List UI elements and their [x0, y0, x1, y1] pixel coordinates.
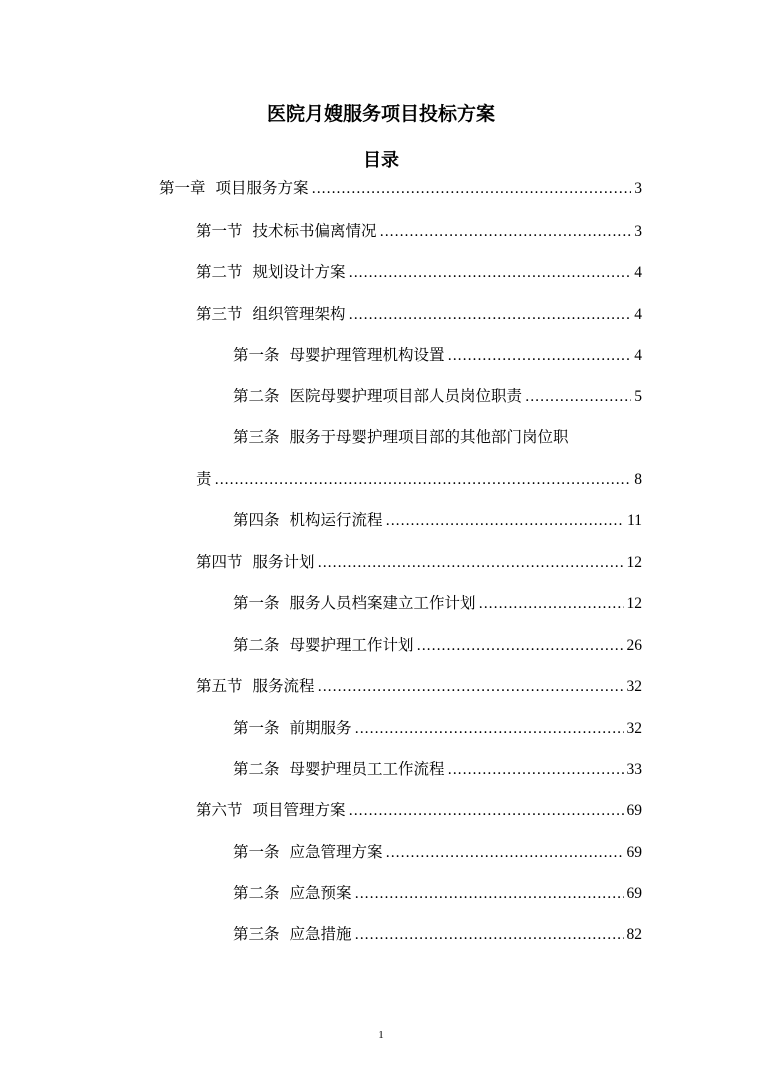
toc-entry-section-6-article-3[interactable]: [233, 922, 642, 946]
toc-entry-title: 项目管理方案: [252, 801, 346, 819]
toc-entry-number: 第一条: [233, 843, 280, 861]
toc-leader-dots: [215, 468, 632, 492]
toc-entry-number: 第二条: [233, 884, 280, 902]
toc-entry-page: 69: [626, 885, 642, 902]
toc-entry-number: 第一条: [233, 346, 280, 364]
toc-leader-dots: [349, 261, 632, 285]
document-title: 医院月嫂服务项目投标方案: [266, 103, 495, 125]
toc-entry-number: 第二条: [233, 636, 280, 654]
toc-leader-dots: [479, 592, 624, 616]
toc-entry-page: 4: [634, 306, 642, 323]
toc-entry-number: 第四节: [196, 553, 243, 571]
toc-entry-title: 项目服务方案: [215, 179, 309, 197]
toc-leader-dots: [448, 344, 632, 368]
toc-entry-number: 第二节: [196, 263, 243, 281]
toc-entry-title: 母婴护理管理机构设置: [289, 346, 445, 364]
toc-entry-page: 4: [634, 264, 642, 281]
toc-entry-number: 第五节: [196, 677, 243, 695]
toc-entry-number: 第一条: [233, 594, 280, 612]
toc-entry-page: 11: [627, 512, 642, 529]
toc-entry-page: 12: [626, 554, 642, 571]
toc-leader-dots: [417, 634, 624, 658]
toc-entry-number: 第六节: [196, 801, 243, 819]
toc-entry-title: 前期服务: [289, 719, 352, 737]
toc-entry-page: 26: [626, 637, 642, 654]
toc-entry-page: 4: [634, 347, 642, 364]
toc-entry-section-6[interactable]: [196, 798, 642, 822]
toc-entry-title: 母婴护理工作计划: [289, 636, 414, 654]
toc-entry-number: 第三条: [233, 925, 280, 943]
toc-entry-title: 服务计划: [252, 553, 315, 571]
toc-entry-section-3-article-1[interactable]: [233, 343, 642, 367]
toc-entry-section-4-article-2[interactable]: [233, 633, 642, 657]
toc-heading: 目录: [363, 150, 399, 171]
toc-entry-page: 5: [634, 388, 642, 405]
toc-entry-page: 69: [626, 802, 642, 819]
toc-entry-number: 第一条: [233, 719, 280, 737]
toc-entry-page: 8: [634, 471, 642, 488]
toc-entry-title: 应急预案: [289, 884, 352, 902]
toc-leader-dots: [355, 882, 624, 906]
toc-entry-section-4[interactable]: [196, 550, 642, 574]
page-number: 1: [378, 1029, 384, 1041]
toc-entry-title: 服务人员档案建立工作计划: [289, 594, 476, 612]
toc-leader-dots: [355, 717, 624, 741]
toc-entry-page: 82: [626, 926, 642, 943]
toc-leader-dots: [312, 177, 632, 201]
toc-entry-page: 3: [634, 223, 642, 240]
toc-entry-page: 69: [626, 844, 642, 861]
toc-entry-section-3-article-2[interactable]: [233, 384, 642, 408]
toc-leader-dots: [318, 551, 624, 575]
toc-entry-title: 机构运行流程: [289, 511, 383, 529]
toc-entry-page: 12: [626, 595, 642, 612]
toc-entry-section-5-article-1[interactable]: [233, 716, 642, 740]
toc-leader-dots: [318, 675, 624, 699]
toc-entry-number: 第三条: [233, 428, 280, 446]
toc-entry-number: 第二条: [233, 387, 280, 405]
toc-entry-title: 服务流程: [252, 677, 315, 695]
toc-leader-dots: [386, 841, 624, 865]
toc-entry-section-3[interactable]: [196, 302, 642, 326]
toc-entry-section-5-article-2[interactable]: [233, 757, 642, 781]
toc-entry-section-6-article-1[interactable]: [233, 840, 642, 864]
toc-entry-chapter-1[interactable]: [159, 176, 642, 200]
toc-entry-title: 医院母婴护理项目部人员岗位职责: [289, 387, 523, 405]
toc-entry-number: 第一章: [159, 179, 206, 197]
toc-entry-title: 应急管理方案: [289, 843, 383, 861]
toc-entry-title: 技术标书偏离情况: [252, 222, 377, 240]
toc-entry-number: 第一节: [196, 222, 243, 240]
toc-entry-section-2[interactable]: [196, 260, 642, 284]
toc-entry-number: 第二条: [233, 760, 280, 778]
toc-entry-page: 32: [626, 678, 642, 695]
toc-entry-section-3-article-4[interactable]: [233, 508, 642, 532]
toc-entry-section-4-article-1[interactable]: [233, 591, 642, 615]
toc-leader-dots: [386, 509, 625, 533]
toc-leader-dots: [525, 385, 631, 409]
toc-entry-number: 第三节: [196, 305, 243, 323]
toc-entry-section-3-article-3[interactable]: [233, 425, 569, 449]
toc-entry-section-5[interactable]: [196, 674, 642, 698]
toc-entry-section-3-article-3-continued[interactable]: [196, 467, 642, 491]
toc-leader-dots: [448, 758, 624, 782]
toc-leader-dots: [349, 303, 632, 327]
toc-entry-title-continued: 责: [196, 470, 212, 488]
toc-entry-title: 应急措施: [289, 925, 352, 943]
toc-entry-page: 33: [626, 761, 642, 778]
toc-entry-title: 规划设计方案: [252, 263, 346, 281]
toc-entry-section-6-article-2[interactable]: [233, 881, 642, 905]
toc-entry-title: 服务于母婴护理项目部的其他部门岗位职: [289, 428, 569, 446]
toc-leader-dots: [380, 220, 632, 244]
toc-entry-title: 组织管理架构: [252, 305, 346, 323]
toc-entry-page: 32: [626, 720, 642, 737]
toc-entry-number: 第四条: [233, 511, 280, 529]
toc-entry-page: 3: [634, 180, 642, 197]
toc-entry-section-1[interactable]: [196, 219, 642, 243]
toc-leader-dots: [349, 799, 624, 823]
toc-entry-title: 母婴护理员工工作流程: [289, 760, 445, 778]
toc-leader-dots: [355, 923, 624, 947]
